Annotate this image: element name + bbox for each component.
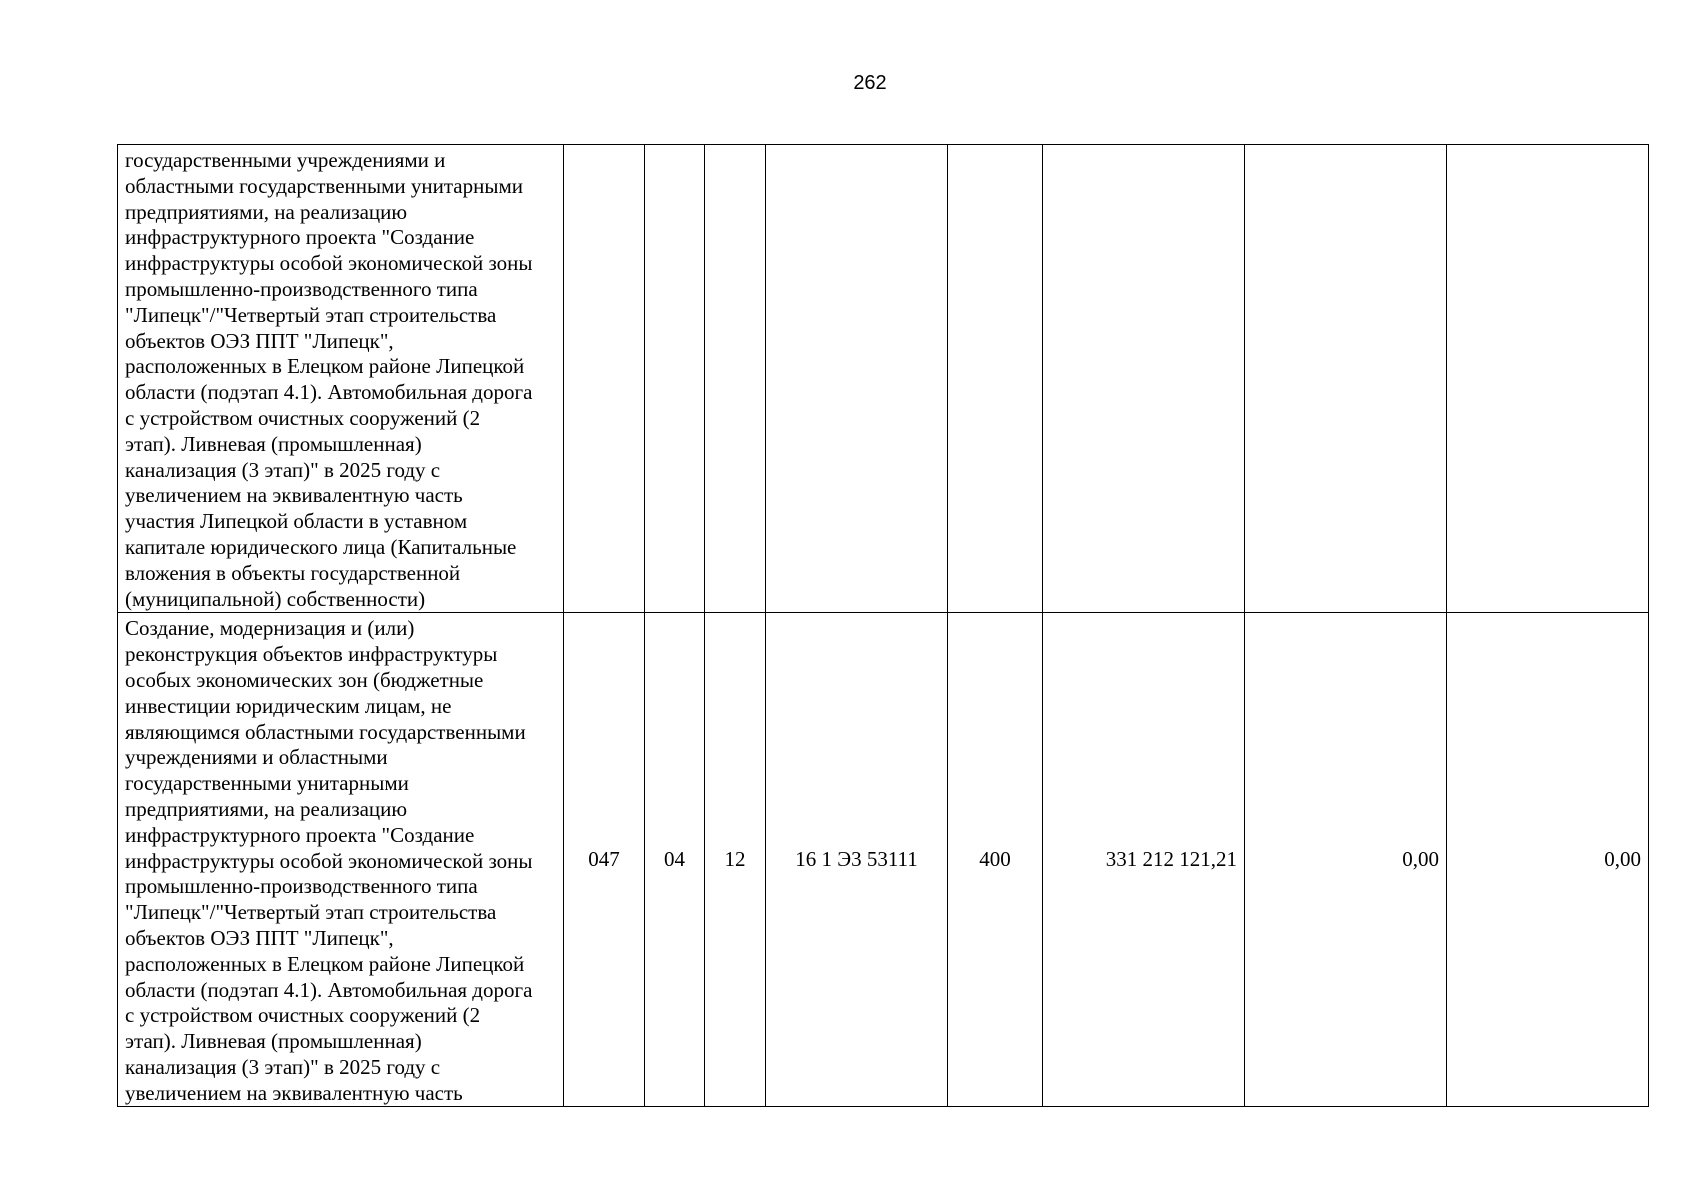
amount-cell-3: 0,00 <box>1447 613 1649 1107</box>
subsection-code-cell: 12 <box>705 613 766 1107</box>
amount-cell-1: 331 212 121,21 <box>1043 613 1245 1107</box>
subsection-code-cell <box>705 145 766 613</box>
ministry-code-cell: 047 <box>564 613 645 1107</box>
description-line: с устройством очистных сооружений (2 <box>125 405 481 430</box>
description-line: расположенных в Елецком районе Липецкой <box>125 354 525 379</box>
budget-table <box>117 144 1649 1107</box>
description-line: канализация (3 этап)" в 2025 году с <box>125 457 441 482</box>
description-line: Создание, модернизация и (или) <box>125 616 415 641</box>
description-line: расположенных в Елецком районе Липецкой <box>125 951 525 976</box>
expense-type-cell: 400 <box>948 613 1043 1107</box>
description-line: инфраструктуры особой экономической зоны <box>125 848 533 873</box>
description-line: "Липецк"/"Четвертый этап строительства <box>125 302 497 327</box>
amount-cell-2 <box>1245 145 1447 613</box>
target-article-cell <box>766 145 948 613</box>
description-line: промышленно-производственного типа <box>125 276 478 301</box>
description-line: канализация (3 этап)" в 2025 году с <box>125 1054 441 1079</box>
target-article-cell: 16 1 Э3 53111 <box>766 613 948 1107</box>
description-line: вложения в объекты государственной <box>125 560 461 585</box>
row-description <box>118 613 564 1107</box>
amount-cell-2: 0,00 <box>1245 613 1447 1107</box>
description-line: предприятиями, на реализацию <box>125 199 408 224</box>
description-line: объектов ОЭЗ ППТ "Липецк", <box>125 925 394 950</box>
description-line: инфраструктурного проекта "Создание <box>125 822 475 847</box>
description-line: промышленно-производственного типа <box>125 874 478 899</box>
ministry-code-cell <box>564 145 645 613</box>
description-line: особых экономических зон (бюджетные <box>125 667 484 692</box>
description-line: увеличением на эквивалентную часть <box>125 1080 463 1105</box>
page-number: 262 <box>853 72 887 94</box>
description-line: реконструкция объектов инфраструктуры <box>125 642 498 667</box>
description-line: капитале юридического лица (Капитальные <box>125 534 517 559</box>
description-line: инвестиции юридическим лицам, не <box>125 693 452 718</box>
description-line: предприятиями, на реализацию <box>125 796 408 821</box>
description-line: области (подэтап 4.1). Автомобильная дорога <box>125 977 533 1002</box>
description-line: области (подэтап 4.1). Автомобильная дорога <box>125 380 533 405</box>
description-line: (муниципальной) собственности) <box>125 586 426 611</box>
description-line: этап). Ливневая (промышленная) <box>125 1029 422 1054</box>
section-code-cell <box>645 145 705 613</box>
description-line: являющимся областными государственными <box>125 719 526 744</box>
row-description <box>118 145 564 613</box>
description-line: областными государственными унитарными <box>125 173 524 198</box>
description-line: с устройством очистных сооружений (2 <box>125 1003 481 1028</box>
description-line: инфраструктурного проекта "Создание <box>125 225 475 250</box>
description-line: государственными учреждениями и <box>125 148 446 172</box>
section-code-cell: 04 <box>645 613 705 1107</box>
amount-cell-3 <box>1447 145 1649 613</box>
description-line: "Липецк"/"Четвертый этап строительства <box>125 900 497 925</box>
table-row <box>118 613 1649 1107</box>
description-line: государственными унитарными <box>125 771 409 796</box>
description-line: этап). Ливневая (промышленная) <box>125 431 422 456</box>
expense-type-cell <box>948 145 1043 613</box>
amount-cell-1 <box>1043 145 1245 613</box>
description-line: объектов ОЭЗ ППТ "Липецк", <box>125 328 394 353</box>
description-line: инфраструктуры особой экономической зоны <box>125 251 533 276</box>
table-row <box>118 145 1649 613</box>
description-line: учреждениями и областными <box>125 745 388 770</box>
description-line: увеличением на эквивалентную часть <box>125 483 463 508</box>
description-line: участия Липецкой области в уставном <box>125 509 468 534</box>
